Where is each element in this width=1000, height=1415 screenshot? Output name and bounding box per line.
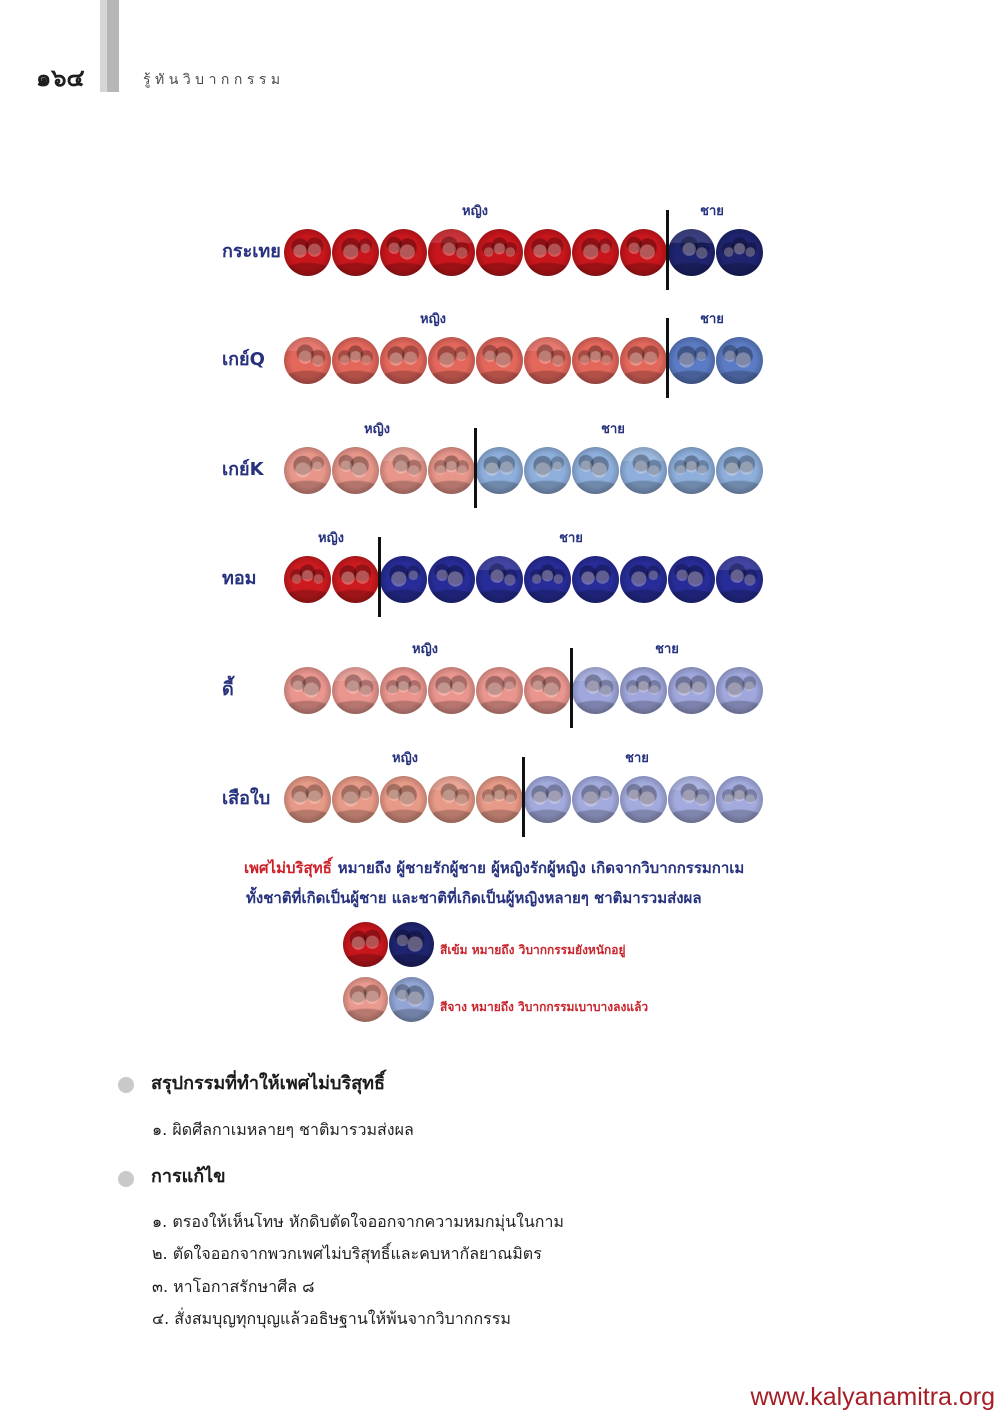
diagram-row-suea-bai	[0, 749, 1000, 849]
legend-female-photo-circle	[343, 922, 388, 967]
male-photo-circle	[620, 556, 667, 603]
list-item: ๑. ตรองให้เห็นโทษ หักดิบตัดใจออกจากความหมกมุ่นในกาม	[152, 1212, 564, 1231]
section-heading-remedy: การแก้ไข	[151, 1166, 226, 1187]
list-item: ๑. ผิดศีลกาเมหลายๆ ชาติมารวมส่งผล	[152, 1120, 414, 1139]
male-photo-circle	[668, 229, 715, 276]
list-item: ๓. หาโอกาสรักษาศีล ๘	[152, 1277, 315, 1296]
female-photo-circle	[476, 229, 523, 276]
male-photo-circle	[620, 667, 667, 714]
gender-divider-line	[474, 428, 477, 508]
female-photo-circle	[332, 667, 379, 714]
definition-line-1	[244, 857, 744, 879]
list-item: ๔. สั่งสมบุญทุกบุญแล้วอธิษฐานให้พ้นจากวิบากกรรม	[152, 1309, 511, 1328]
female-photo-circle	[428, 229, 475, 276]
female-photo-circle	[380, 776, 427, 823]
section-heading-summary: สรุปกรรมที่ทำให้เพศไม่บริสุทธิ์	[151, 1073, 385, 1094]
page-number: ๑๖๔	[36, 64, 85, 92]
list-item: ๒. ตัดใจออกจากพวกเพศไม่บริสุทธิ์และคบหากัลยาณมิตร	[152, 1244, 542, 1263]
female-photo-circle	[524, 229, 571, 276]
diagram-row-tom	[0, 529, 1000, 629]
legend-male-photo-circle	[389, 977, 434, 1022]
diagram-row-kathoey	[0, 202, 1000, 302]
male-photo-circle	[668, 667, 715, 714]
definition-text: หมายถึง ผู้ชายรักผู้ชาย ผู้หญิงรักผู้หญิง เกิดจากวิบากกรรมกาเม	[337, 859, 745, 877]
female-photo-circle	[428, 447, 475, 494]
male-group-label: ชาย	[601, 422, 625, 437]
male-group-label: ชาย	[700, 312, 724, 327]
diagram-row-gay-k	[0, 420, 1000, 520]
female-photo-circle	[284, 229, 331, 276]
female-photo-circle	[332, 229, 379, 276]
female-photo-circle	[476, 776, 523, 823]
male-photo-circle	[524, 556, 571, 603]
definition-term: เพศไม่บริสุทธิ์	[244, 859, 332, 877]
row-label: เสือใบ	[222, 788, 271, 809]
header-bar-dark	[107, 0, 119, 92]
male-photo-circle	[572, 447, 619, 494]
gender-divider-line	[666, 318, 669, 398]
male-photo-circle	[716, 556, 763, 603]
female-group-label: หญิง	[412, 642, 438, 657]
female-group-label: หญิง	[364, 422, 390, 437]
female-photo-circle	[476, 337, 523, 384]
male-photo-circle	[524, 776, 571, 823]
male-photo-circle	[668, 776, 715, 823]
header-bar-light	[100, 0, 107, 92]
male-photo-circle	[716, 229, 763, 276]
legend-light-colors	[343, 977, 663, 1023]
legend-female-photo-circle	[343, 977, 388, 1022]
male-group-label: ชาย	[625, 751, 649, 766]
legend-male-photo-circle	[389, 922, 434, 967]
male-photo-circle	[428, 556, 475, 603]
male-photo-circle	[524, 447, 571, 494]
female-group-label: หญิง	[462, 204, 488, 219]
female-photo-circle	[332, 337, 379, 384]
male-photo-circle	[716, 447, 763, 494]
female-photo-circle	[428, 667, 475, 714]
male-group-label: ชาย	[700, 204, 724, 219]
female-photo-circle	[332, 447, 379, 494]
footer-website: www.kalyanamitra.org	[750, 1383, 995, 1411]
gender-divider-line	[522, 757, 525, 837]
row-label: เกย์K	[222, 459, 264, 480]
row-label: ทอม	[222, 568, 257, 589]
male-photo-circle	[716, 776, 763, 823]
definition-line-2: ทั้งชาติที่เกิดเป็นผู้ชาย และชาติที่เกิดเป็นผู้หญิงหลายๆ ชาติมารวมส่งผล	[246, 889, 702, 907]
book-title: รู้ทันวิบากกรรม	[143, 72, 285, 88]
male-group-label: ชาย	[559, 531, 583, 546]
male-photo-circle	[716, 667, 763, 714]
female-photo-circle	[476, 667, 523, 714]
male-photo-circle	[380, 556, 427, 603]
female-photo-circle	[284, 776, 331, 823]
female-photo-circle	[380, 447, 427, 494]
female-photo-circle	[284, 337, 331, 384]
male-photo-circle	[476, 447, 523, 494]
diagram-row-gay-q	[0, 310, 1000, 410]
female-group-label: หญิง	[420, 312, 446, 327]
male-photo-circle	[668, 556, 715, 603]
gender-divider-line	[570, 648, 573, 728]
row-label: กระเทย	[222, 241, 281, 262]
diagram-row-dee	[0, 640, 1000, 740]
female-photo-circle	[524, 337, 571, 384]
female-photo-circle	[572, 229, 619, 276]
female-photo-circle	[524, 667, 571, 714]
gender-divider-line	[378, 537, 381, 617]
legend-dark-colors	[343, 922, 663, 968]
female-photo-circle	[428, 776, 475, 823]
gender-divider-line	[666, 210, 669, 290]
male-group-label: ชาย	[655, 642, 679, 657]
female-photo-circle	[284, 556, 331, 603]
male-photo-circle	[572, 556, 619, 603]
female-photo-circle	[380, 667, 427, 714]
male-photo-circle	[572, 667, 619, 714]
bullet-dot	[118, 1171, 134, 1187]
legend-text: สีเข้ม หมายถึง วิบากกรรมยังหนักอยู่	[440, 943, 626, 957]
female-photo-circle	[284, 667, 331, 714]
female-group-label: หญิง	[392, 751, 418, 766]
row-label: เกย์Q	[222, 349, 265, 370]
male-photo-circle	[572, 776, 619, 823]
male-photo-circle	[620, 447, 667, 494]
female-group-label: หญิง	[318, 531, 344, 546]
legend-text: สีจาง หมายถึง วิบากกรรมเบาบางลงแล้ว	[440, 1000, 649, 1014]
bullet-dot	[118, 1077, 134, 1093]
male-photo-circle	[668, 337, 715, 384]
female-photo-circle	[572, 337, 619, 384]
female-photo-circle	[332, 556, 379, 603]
row-label: ดี้	[222, 679, 234, 700]
female-photo-circle	[620, 229, 667, 276]
female-photo-circle	[620, 337, 667, 384]
female-photo-circle	[284, 447, 331, 494]
male-photo-circle	[476, 556, 523, 603]
female-photo-circle	[380, 337, 427, 384]
male-photo-circle	[716, 337, 763, 384]
female-photo-circle	[428, 337, 475, 384]
female-photo-circle	[332, 776, 379, 823]
male-photo-circle	[668, 447, 715, 494]
male-photo-circle	[620, 776, 667, 823]
female-photo-circle	[380, 229, 427, 276]
